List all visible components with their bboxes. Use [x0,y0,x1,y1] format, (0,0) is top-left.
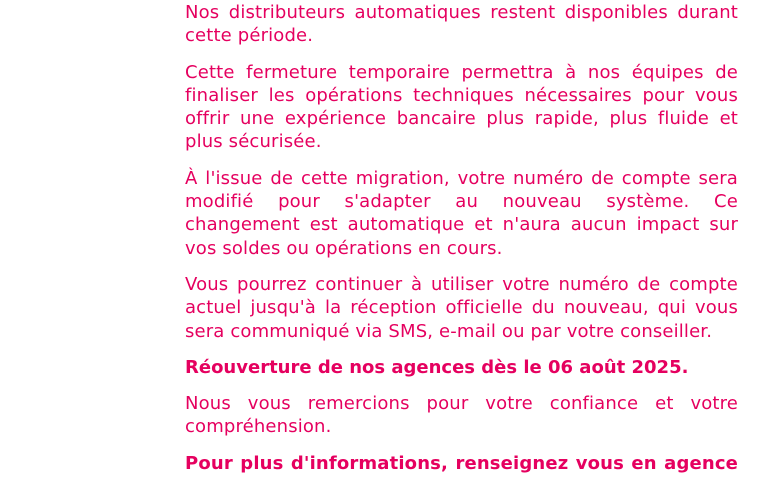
closure-purpose-paragraph: Cette fermeture temporaire permettra à nos équipes de finaliser les opérations techniques nécessaires pour vous offrir une expérience bancaire plus rapide, plus fluide et plus sécurisée. [185,61,738,153]
atm-availability-paragraph: Nos distributeurs automatiques restent disponibles durant cette période. [185,2,738,47]
account-number-change-paragraph: À l'issue de cette migration, votre numéro de compte sera modifié pour s'adapter au nouveau système. Ce changement est automatique et n'aura aucun impact sur vos soldes ou opérations en cours. [185,167,738,259]
thanks-paragraph: Nous vous remercions pour votre confiance et votre compréhension. [185,393,738,438]
reopening-date-heading: Réouverture de nos agences dès le 06 août 2025. [185,356,689,378]
notice-body [185,1,738,488]
more-info-paragraph: Pour plus d'informations, renseignez vous en agence [185,452,738,474]
current-account-usage-paragraph: Vous pourrez continuer à utiliser votre numéro de compte actuel jusqu'à la réception officielle du nouveau, qui vous sera communiqué via SMS, e-mail ou par votre conseiller. [185,273,738,342]
